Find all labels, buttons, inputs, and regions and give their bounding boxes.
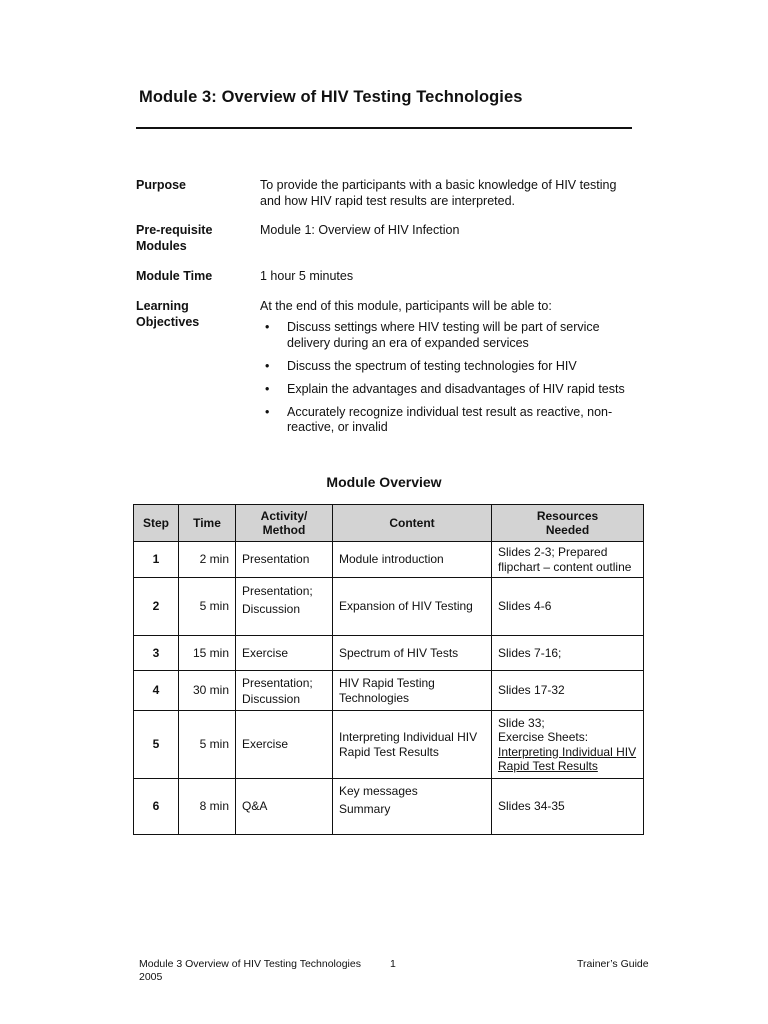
cell-activity: Presentation [236, 542, 333, 578]
cell-step: 3 [134, 636, 179, 671]
resources-line: Slide 33; [498, 715, 545, 730]
list-item [260, 405, 640, 436]
cell-activity [236, 578, 333, 636]
cell-step: 1 [134, 542, 179, 578]
cell-time: 5 min [179, 578, 236, 636]
table-row [134, 636, 644, 671]
objective-text: Accurately recognize individual test result as reactive, non-reactive, or invalid [287, 404, 613, 434]
cell-activity: Q&A [236, 779, 333, 835]
table-row [134, 711, 644, 779]
header-step: Step [134, 505, 179, 542]
activity-line: Presentation; [242, 583, 313, 598]
objective-text: Discuss settings where HIV testing will be part of service delivery during an era of expanded services [287, 320, 600, 350]
cell-content: Interpreting Individual HIV Rapid Test Results [333, 711, 492, 779]
table-row [134, 578, 644, 636]
table-row [134, 779, 644, 835]
cell-resources [492, 711, 644, 779]
cell-activity: Exercise [236, 636, 333, 671]
overview-title: Module Overview [326, 474, 442, 490]
cell-time: 15 min [179, 636, 236, 671]
cell-time: 5 min [179, 711, 236, 779]
objective-text: Discuss the spectrum of testing technologies for HIV [287, 358, 577, 373]
table-row [134, 671, 644, 711]
cell-activity: Exercise [236, 711, 333, 779]
cell-content: Spectrum of HIV Tests [333, 636, 492, 671]
bullet-icon: • [265, 381, 270, 396]
prereq-value: Module 1: Overview of HIV Infection [260, 223, 460, 237]
footer-year: 2005 [139, 971, 163, 983]
cell-activity [236, 671, 333, 711]
cell-content: Module introduction [333, 542, 492, 578]
purpose-value: To provide the participants with a basic knowledge of HIV testing and how HIV rapid test results are interpreted. [260, 178, 617, 208]
cell-resources: Slides 7-16; [492, 636, 644, 671]
cell-resources: Slides 34-35 [492, 779, 644, 835]
content-line: Summary [339, 801, 391, 816]
cell-time: 8 min [179, 779, 236, 835]
prereq-label: Pre-requisite Modules [136, 223, 213, 253]
table-row [134, 542, 644, 578]
cell-step: 2 [134, 578, 179, 636]
exercise-sheet-link[interactable]: Interpreting Individual HIV Rapid Test Results [498, 744, 637, 773]
cell-step: 4 [134, 671, 179, 711]
activity-line: Presentation; [242, 675, 313, 690]
module-overview-table [133, 504, 644, 835]
page-number: 1 [390, 958, 396, 970]
header-resources-text: Resources Needed [536, 508, 599, 537]
cell-content: Expansion of HIV Testing [333, 578, 492, 636]
header-content: Content [333, 505, 492, 542]
footer-title-line: Module 3 Overview of HIV Testing Technologies [139, 958, 361, 970]
list-item [260, 320, 640, 351]
header-time: Time [179, 505, 236, 542]
bullet-icon: • [265, 404, 270, 419]
activity-line: Discussion [242, 691, 301, 706]
header-activity [236, 505, 333, 542]
cell-step: 5 [134, 711, 179, 779]
content-line: Key messages [339, 783, 418, 798]
objective-text: Explain the advantages and disadvantages of HIV rapid tests [287, 381, 625, 396]
bullet-icon: • [265, 358, 270, 373]
module-time-value: 1 hour 5 minutes [260, 269, 354, 283]
content-text: HIV Rapid Testing Technologies [339, 676, 435, 705]
title-divider [136, 127, 632, 129]
header-activity-text: Activity/ Method [260, 508, 308, 537]
table-header-row [134, 505, 644, 542]
objectives-list [260, 320, 640, 443]
cell-content [333, 671, 492, 711]
footer-module-title [139, 958, 361, 984]
objectives-intro: At the end of this module, participants will be able to: [260, 299, 552, 313]
cell-content [333, 779, 492, 835]
objectives-label: Learning Objectives [136, 299, 200, 329]
cell-resources: Slides 17-32 [492, 671, 644, 711]
cell-time: 30 min [179, 671, 236, 711]
cell-step: 6 [134, 779, 179, 835]
purpose-label: Purpose [136, 178, 187, 192]
activity-line: Discussion [242, 601, 301, 616]
page-title: Module 3: Overview of HIV Testing Technologies [139, 88, 523, 106]
cell-resources: Slides 4-6 [492, 578, 644, 636]
list-item [260, 359, 640, 375]
module-time-label: Module Time [136, 269, 213, 283]
bullet-icon: • [265, 320, 270, 334]
resources-line: Exercise Sheets: [498, 730, 589, 744]
header-resources [492, 505, 644, 542]
cell-time: 2 min [179, 542, 236, 578]
list-item [260, 382, 640, 398]
footer-guide-label: Trainer’s Guide [577, 958, 649, 970]
cell-resources: Slides 2-3; Prepared flipchart – content outline [492, 542, 644, 578]
